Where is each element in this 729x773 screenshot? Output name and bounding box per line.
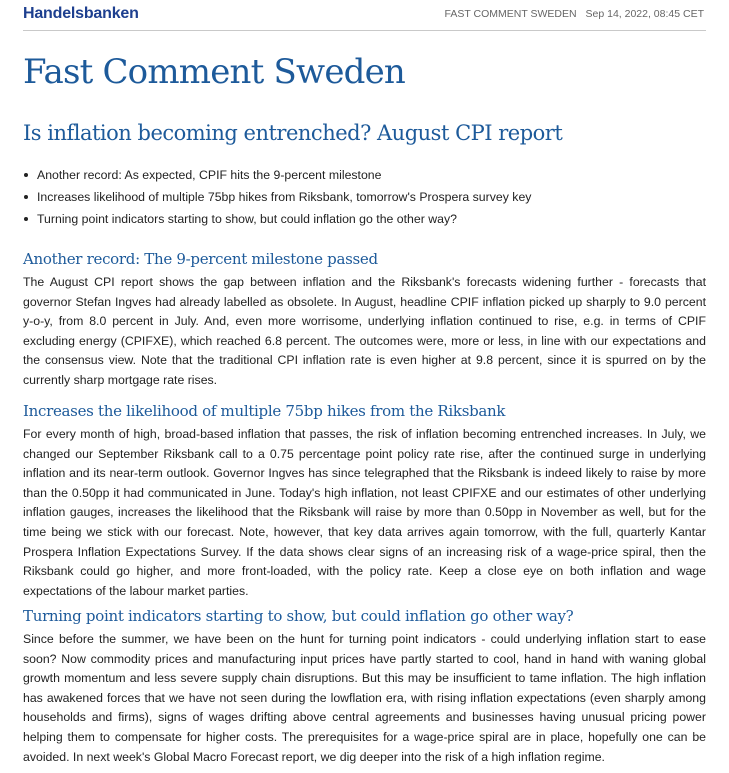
summary-bullets bbox=[23, 164, 703, 230]
page-subtitle: Is inflation becoming entrenched? August CPI report bbox=[23, 121, 563, 145]
section-body: The August CPI report shows the gap between inflation and the Riksbank's forecasts widening further - forecasts that governor Stefan Ingves had already labelled as obsolete. In August, headline CPIF inflation picked up sharply to 9.0 percent y-o-y, from 8.0 percent in July. And, even more worrisome, underlying inflation continued to rise, e.g. in terms of CPIF excluding energy (CPIFXE), which reached 6.8 percent. The outcomes were, more or less, in line with our expectations and the consensus view. Note that the traditional CPI inflation rate is even higher at 9.8 percent, since it is spurred on by the currently sharp mortgage rate rises. bbox=[23, 275, 706, 387]
header-meta bbox=[445, 8, 704, 20]
handelsbanken-logo: Handelsbanken bbox=[23, 5, 139, 22]
section-riksbank-hikes bbox=[23, 402, 706, 601]
section-heading: Turning point indicators starting to show, but could inflation go other way? bbox=[23, 607, 574, 625]
bullet-item: Increases likelihood of multiple 75bp hikes from Riksbank, tomorrow's Prospera survey key bbox=[23, 186, 703, 208]
section-heading: Increases the likelihood of multiple 75bp hikes from the Riksbank bbox=[23, 402, 506, 420]
section-milestone bbox=[23, 250, 706, 391]
timestamp: Sep 14, 2022, 08:45 CET bbox=[585, 8, 704, 20]
page-title: Fast Comment Sweden bbox=[23, 52, 406, 92]
section-body: For every month of high, broad-based inflation that passes, the risk of inflation becoming entrenched increases. In July, we changed our September Riksbank call to a 0.75 percentage point policy rate rise, after the continued surge in underlying inflation and its near-term outlook. Governor Ingves has since telegraphed that the Riksbank is indeed likely to raise by more than the 0.50pp it had communicated in June. Today's high inflation, not least CPIFXE and our estimates of other underlying inflation gauges, increases the likelihood that the Riksbank will raise by more than 0.50pp in November as well, but for the time being we stick with our forecast. Note, however, that key data arrives again tomorrow, with the full, quarterly Kantar Prospera Inflation Expectations Survey. If the data shows clear signs of an increasing risk of a wage-price spiral, then the Riksbank could go higher, and more front-loaded, with the policy rate. Keep a close eye on both inflation and wage expectations of the labour market parties. bbox=[23, 427, 706, 598]
section-turning-point bbox=[23, 607, 706, 767]
report-label: FAST COMMENT SWEDEN bbox=[444, 8, 577, 20]
bullet-item: Another record: As expected, CPIF hits the 9-percent milestone bbox=[23, 164, 703, 186]
page-header bbox=[23, 0, 706, 31]
section-body: Since before the summer, we have been on the hunt for turning point indicators - could underlying inflation start to ease soon? Now commodity prices and manufacturing input prices have partly started to cool, hand in hand with waning global growth momentum and less severe supply chain disruptions. But this may be insufficient to tame inflation. The high inflation has awakened forces that we have not seen during the lowflation era, with rising inflation expectations (even sharply among households and firms), signs of wages drifting above central agreements and businesses having unusual pricing power helping them to compensate for higher costs. The prerequisites for a wage-price spiral are in place, hopefully one can be avoided. In next week's Global Macro Forecast report, we dig deeper into the risk of a high inflation regime. bbox=[23, 632, 706, 764]
bullet-item: Turning point indicators starting to show, but could inflation go the other way? bbox=[23, 208, 703, 230]
section-heading: Another record: The 9-percent milestone passed bbox=[23, 250, 378, 268]
